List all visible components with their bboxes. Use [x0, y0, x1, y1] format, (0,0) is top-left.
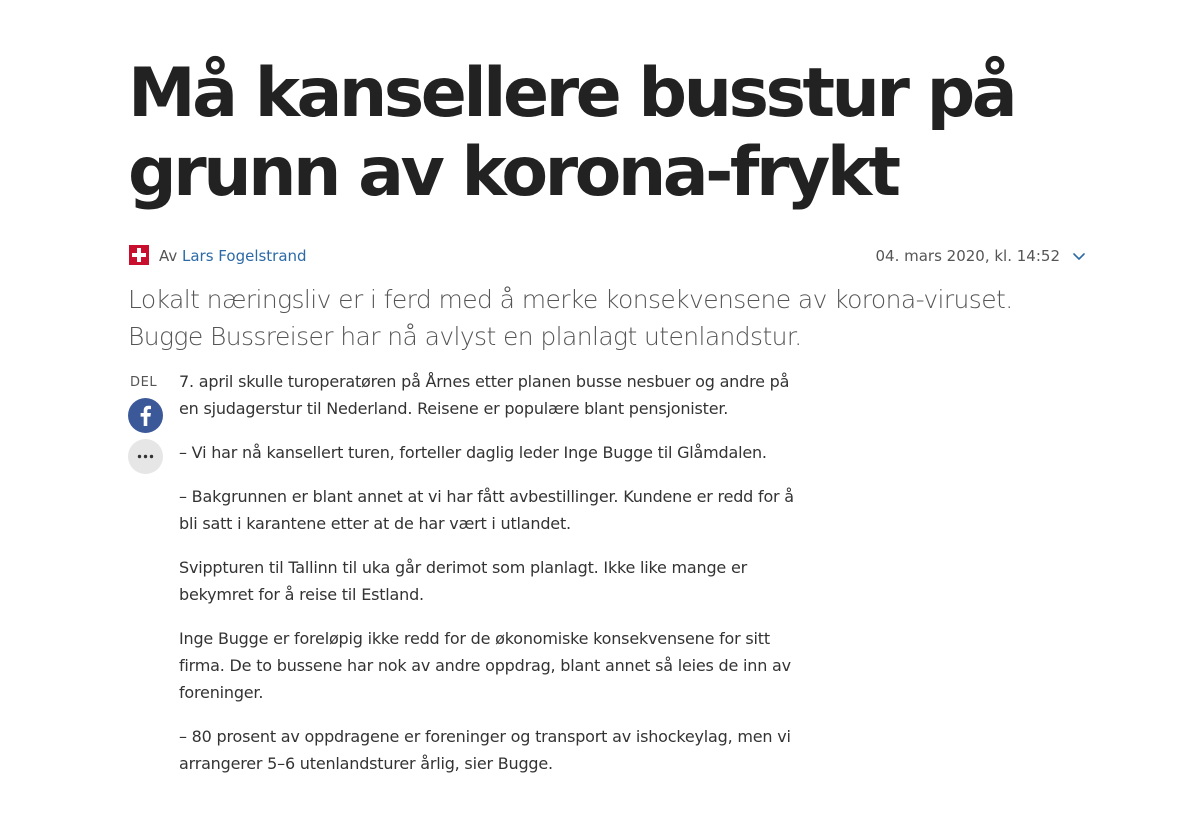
body-paragraph: – Vi har nå kansellert turen, forteller daglig leder Inge Bugge til Glåmdalen. — [179, 443, 767, 462]
facebook-icon — [128, 398, 163, 433]
facebook-share-button[interactable] — [128, 398, 163, 433]
newspaper-logo-icon — [129, 245, 149, 265]
article-headline: Må kansellere busstur på grunn av korona-frykt — [128, 54, 1015, 212]
more-icon — [128, 439, 163, 474]
publish-date: 04. mars 2020, kl. 14:52 — [875, 247, 1060, 265]
share-label: DEL — [130, 375, 158, 390]
body-paragraph: Svippturen til Tallinn til uka går derimot som planlagt. Ikke like mange er bekymret for å reise til Estland. — [179, 558, 747, 604]
author-link[interactable]: Lars Fogelstrand — [182, 247, 307, 265]
byline-prefix: Av — [159, 247, 178, 265]
body-paragraph: – Bakgrunnen er blant annet at vi har fått avbestillinger. Kundene er redd for å bli satt i karantene etter at de har vært i utlandet. — [179, 487, 794, 533]
body-paragraph: Inge Bugge er foreløpig ikke redd for de økonomiske konsekvensene for sitt firma. De to bussene har nok av andre oppdrag, blant annet så leies de inn av foreninger. — [179, 629, 791, 702]
byline — [128, 243, 1088, 269]
chevron-down-icon[interactable] — [1070, 247, 1088, 265]
body-paragraph: – 80 prosent av oppdragene er foreninger og transport av ishockeylag, men vi arrangerer 5–6 utenlandsturer årlig, sier Bugge. — [179, 727, 791, 773]
article-body — [179, 368, 804, 794]
body-paragraph: 7. april skulle turoperatøren på Årnes etter planen busse nesbuer og andre på en sjudagerstur til Nederland. Reisene er populære blant pensjonister. — [179, 372, 790, 418]
article-lead: Lokalt næringsliv er i ferd med å merke konsekvensene av korona-viruset. Bugge Bussreiser har nå avlyst en planlagt utenlandstur. — [128, 285, 1013, 351]
more-share-button[interactable] — [128, 439, 163, 474]
